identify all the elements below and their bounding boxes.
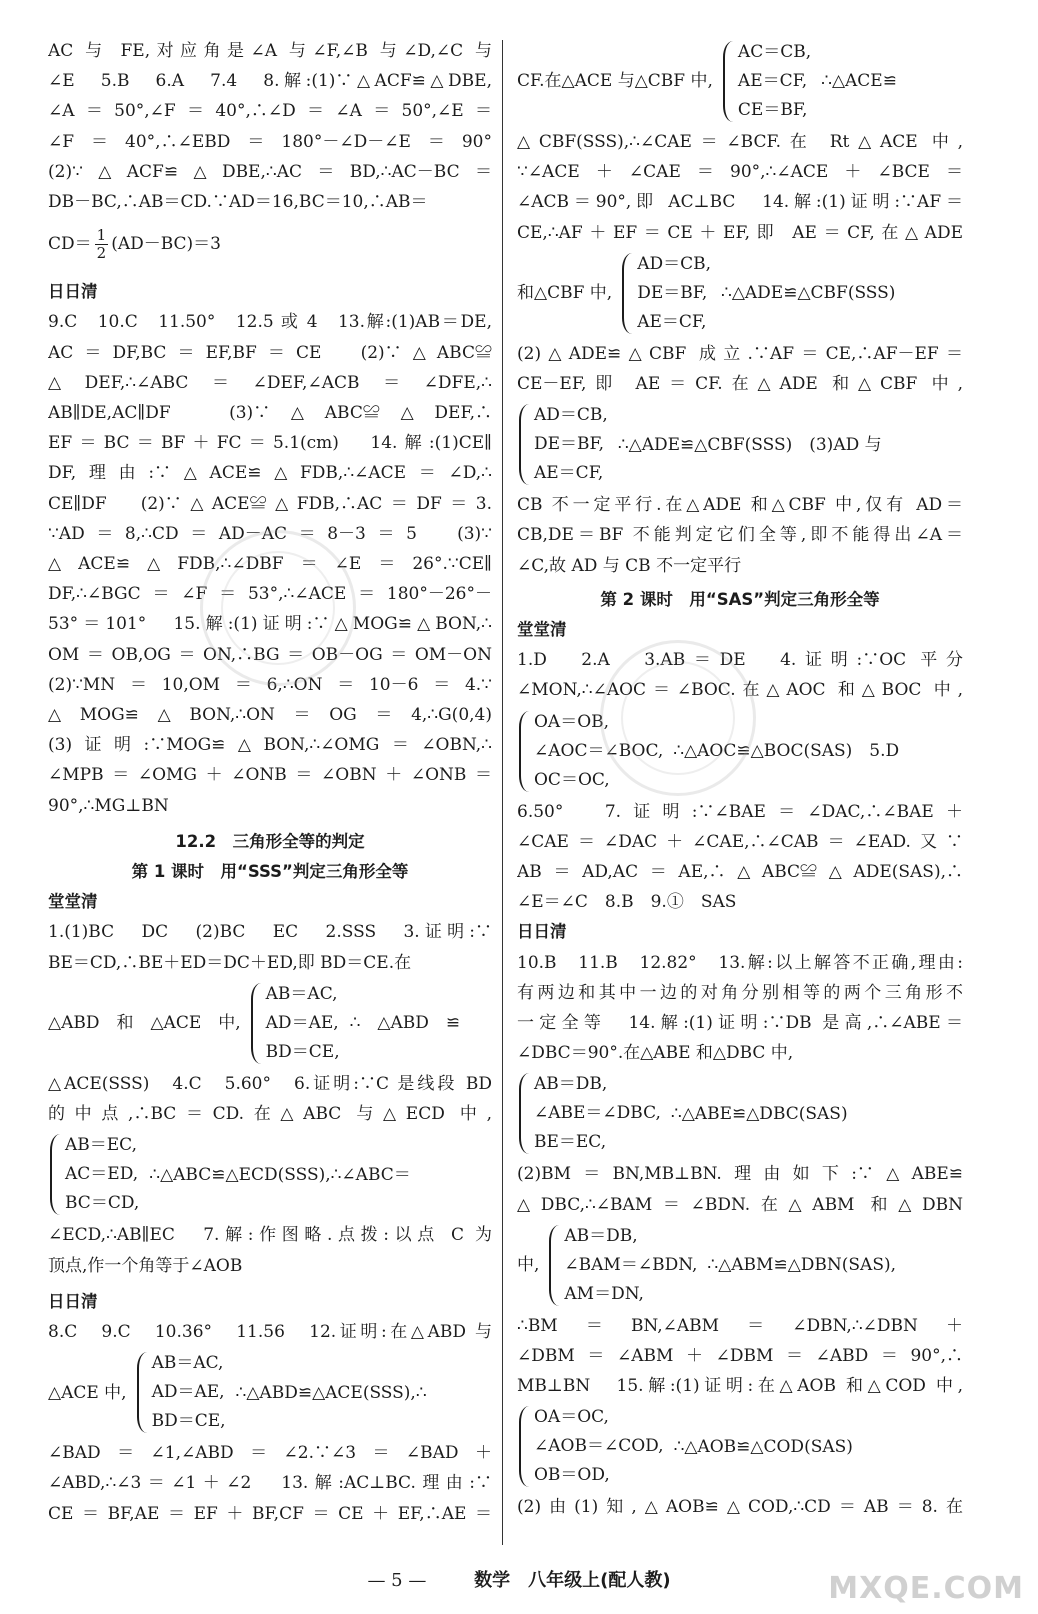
system-suffix: ∴△AOB≌△COD(SAS) <box>673 1436 853 1457</box>
text-line: (2)由(1)知,△AOB≌△COD,∴CD＝AB＝8.在 <box>517 1497 963 1518</box>
answers-block-r7 <box>517 1159 963 1219</box>
system-equation: DE＝BF, <box>534 434 605 455</box>
answers-block-1 <box>48 36 492 217</box>
system-equations <box>534 1403 664 1490</box>
system-prefix: 和△CBF 中, <box>517 283 613 304</box>
fraction-denominator: 2 <box>96 243 107 262</box>
text-line: AB＝AD,AC＝AE,∴△ABC≌△ADE(SAS),∴ <box>517 862 963 883</box>
system-equation: AB＝DB, <box>534 1074 608 1095</box>
system-equations <box>534 401 608 488</box>
text-line: ∠E 5.B 6.A 7.4 8.解:(1)∵△ACF≌△DBE, <box>48 71 492 92</box>
text-line: △CBF(SSS),∴∠CAE＝∠BCF.在 Rt△ACE 中, <box>517 132 963 152</box>
system-equations <box>152 1349 226 1436</box>
lesson1-title: 第 1 课时 用“SSS”判定三角形全等 <box>131 862 409 882</box>
system-equations <box>65 1131 139 1218</box>
watermark-seal-right <box>600 640 756 796</box>
system-suffix: ∴△ABD≌△ACE(SSS),∴ <box>235 1382 427 1403</box>
answers-block-7 <box>48 1438 492 1529</box>
system-equation: AM＝DN, <box>564 1283 644 1304</box>
system-prefix: △ABD 和 △ACE 中, <box>48 1013 241 1034</box>
text-line: ∴BM＝BN,∠ABM＝∠DBN,∴∠DBN＋ <box>517 1315 963 1336</box>
left-brace <box>251 983 262 1064</box>
system-equation: DE＝BF, <box>637 282 708 303</box>
system-prefix: CF.在△ACE 与△CBF 中, <box>517 71 713 92</box>
text-line: △DEF,∴∠ABC＝∠DEF,∠ACB＝∠DFE,∴ <box>48 372 492 393</box>
text-line: ∵∠ACE＋∠CAE＝90°,∴∠ACE＋∠BCE＝ <box>517 162 963 183</box>
text-line: AC＝DF,BC＝EF,BF＝CE (2)∵△ABC≌ <box>48 342 492 363</box>
text-line: ∠F＝40°,∴∠EBD＝180°－∠D－∠E＝90° <box>48 131 492 152</box>
system-equations <box>534 1070 661 1157</box>
text-line: 8.C 9.C 10.36° 11.56 12.证明:在△ABD 与 <box>48 1321 492 1342</box>
answers-block-r3 <box>517 490 963 581</box>
text-line: 9.C 10.C 11.50° 12.5 或 4 13.解:(1)AB＝DE, <box>48 312 492 333</box>
text-line: ∠MON,∴∠AOC＝∠BOC.在△AOC 和△BOC 中, <box>517 680 963 701</box>
equation-system-8 <box>517 1070 963 1157</box>
text-line: △MOG≌△BON,∴ON＝OG＝4,∴G(0,4) <box>48 705 492 726</box>
answers-block-r6 <box>517 948 963 1069</box>
text-line: ∠CAE＝∠DAC＋∠CAE,∴∠CAB＝∠EAD.又∵ <box>517 831 963 852</box>
system-prefix: △ACE 中, <box>48 1382 127 1403</box>
answers-block-5 <box>48 1220 492 1280</box>
text-line: (2)∵MN＝10,OM＝6,∴ON＝10－6＝4.∵ <box>48 674 492 695</box>
left-brace <box>519 711 530 792</box>
left-brace <box>622 253 633 334</box>
system-equation: BD＝CE, <box>151 1411 226 1432</box>
answers-block-3 <box>48 917 492 977</box>
answers-block-4 <box>48 1069 492 1129</box>
left-brace <box>137 1352 148 1433</box>
fraction-prefix: CD＝ <box>48 234 92 255</box>
heading-ririqing-1: 日日清 <box>48 282 98 302</box>
system-equation: AC＝ED, <box>65 1164 139 1185</box>
text-line: 53°＝101° 15.解:(1)证明:∵△MOG≌△BON,∴ <box>48 614 492 635</box>
system-prefix: 中, <box>517 1255 540 1276</box>
system-equation: ∠AOB＝∠COD, <box>534 1436 664 1457</box>
system-equation: OA＝OB, <box>534 711 610 732</box>
fraction-suffix: (AD－BC)＝3 <box>111 234 221 255</box>
system-suffix: ∴△ACE≌ <box>821 71 897 92</box>
left-brace <box>50 1134 61 1215</box>
text-line: 的中点,∴BC＝CD.在△ABC 与△ECD 中, <box>48 1104 492 1125</box>
text-line: AC 与 FE,对应角是∠A 与∠F,∠B 与∠D,∠C 与 <box>48 41 492 61</box>
text-line: ∠BAD＝∠1,∠ABD＝∠2.∵∠3＝∠BAD＋ <box>48 1443 492 1464</box>
equation-system-2 <box>48 1131 492 1218</box>
text-line: 1.D 2.A 3.AB＝DE 4.证明:∵OC 平分 <box>517 650 963 671</box>
system-equation: AD＝CB, <box>637 253 711 274</box>
system-equation: AC＝CB, <box>737 42 812 62</box>
system-equations <box>266 980 340 1067</box>
text-line: ∠ECD,∴AB∥EC 7.解:作图略.点拨:以点 C 为 <box>48 1225 492 1246</box>
system-suffix: ∴△ADE≌△CBF(SSS) <box>721 283 896 304</box>
text-line: ∠ABD,∴∠3＝∠1＋∠2 13.解:AC⊥BC.理由:∵ <box>48 1473 492 1494</box>
system-equation: AD＝AE, <box>151 1382 225 1403</box>
text-line: (3)证明:∵MOG≌△BON,∴∠OMG＝∠OBN,∴ <box>48 735 492 756</box>
text-line: (2)BM＝BN,MB⊥BN.理由如下:∵△ABE≌ <box>517 1164 963 1185</box>
equation-system-4 <box>517 38 963 125</box>
text-line: CB,DE＝BF 不能判定它们全等,即不能得出∠A＝ <box>517 525 963 546</box>
fraction-line <box>48 217 492 271</box>
text-line: CE＝BF,AE＝EF＋BF,CF＝CE＋EF,∴AE＝ <box>48 1503 492 1524</box>
system-suffix: ∴△AOC≌△BOC(SAS) 5.D <box>673 741 900 762</box>
text-line: OM＝OB,OG＝ON,∴BG＝OB－OG＝OM－ON <box>48 644 492 665</box>
text-line: ∠DBM＝∠ABM＋∠DBM＝∠ABD＝90°,∴ <box>517 1346 963 1367</box>
answers-block-r2 <box>517 339 963 399</box>
equation-system-5 <box>517 250 963 337</box>
heading-ririqing-3: 日日清 <box>517 922 567 942</box>
system-equations <box>738 38 811 125</box>
text-line: ∵AD＝8,∴CD＝AD－AC＝8－3＝5 (3)∵ <box>48 523 492 544</box>
system-equation: AE＝CF, <box>534 463 604 484</box>
text-line: △ACE(SSS) 4.C 5.60° 6.证明:∵C 是线段 BD <box>48 1073 492 1094</box>
heading-tangtangqing-2: 堂堂清 <box>517 620 567 640</box>
system-equation: AB＝EC, <box>65 1135 137 1156</box>
answers-block-r1 <box>517 127 963 248</box>
system-equation: ∠ABE＝∠DBC, <box>534 1103 661 1124</box>
equation-system-9 <box>517 1222 963 1309</box>
answers-block-r9 <box>517 1492 963 1522</box>
system-suffix: ∴△ABC≌△ECD(SSS),∴∠ABC＝ <box>149 1164 411 1185</box>
text-line: BE＝CD,∴BE＋ED＝DC＋ED,即 BD＝CE.在 <box>48 952 412 973</box>
answers-block-r5 <box>517 797 963 918</box>
text-line: ∠DBC＝90°.在△ABE 和△DBC 中, <box>517 1043 794 1064</box>
system-equation: AD＝AE, <box>265 1012 339 1033</box>
text-line: CE,∴AF＋EF＝CE＋EF,即 AE＝CF,在△ADE <box>517 222 963 243</box>
fraction-numerator: 1 <box>96 225 107 244</box>
lesson2-title: 第 2 课时 用“SAS”判定三角形全等 <box>600 589 880 609</box>
system-equation: AB＝AC, <box>265 983 338 1004</box>
system-suffix: ∴△ABE≌△DBC(SAS) <box>670 1103 848 1124</box>
text-line: 90°,∴MG⊥BN <box>48 795 169 816</box>
fraction-half <box>95 227 109 262</box>
text-line: CE∥DF (2)∵△ACE≌△FDB,∴AC＝DF＝3. <box>48 493 492 514</box>
section-title: 12.2 三角形全等的判定 <box>175 831 365 851</box>
system-equation: OB＝OD, <box>534 1465 610 1486</box>
system-equation: CE＝BF, <box>737 100 808 120</box>
answers-block-6 <box>48 1317 492 1347</box>
system-equation: ∠BAM＝∠BDN, <box>564 1254 698 1275</box>
system-equations <box>637 250 711 337</box>
left-brace <box>519 1406 530 1487</box>
text-line: ∠MPB＝∠OMG＋∠ONB＝∠OBN＋∠ONB＝ <box>48 765 492 786</box>
system-suffix: ∴△ABM≌△DBN(SAS), <box>707 1255 897 1276</box>
text-line: DF,理由:∵△ACE≌△FDB,∴∠ACE＝∠D,∴ <box>48 463 492 484</box>
right-column <box>517 36 963 1550</box>
left-brace <box>519 1073 530 1154</box>
text-line: 10.B 11.B 12.82° 13.解:以上解答不正确,理由: <box>517 952 963 973</box>
text-line: 有两边和其中一边的对角分别相等的两个三角形不 <box>517 982 963 1003</box>
equation-system-3 <box>48 1349 492 1436</box>
left-brace <box>549 1225 560 1306</box>
system-equations <box>564 1222 697 1309</box>
text-line: AB∥DE,AC∥DF (3)∵△ABC≌△DEF,∴ <box>48 403 492 424</box>
system-equation: BE＝EC, <box>534 1132 607 1153</box>
text-line: ∠E＝∠C 8.B 9.① SAS <box>517 892 737 913</box>
equation-system-6 <box>517 401 963 488</box>
system-equation: AB＝DB, <box>564 1225 638 1246</box>
text-line: 一定全等 14.解:(1)证明:∵DB 是高,∴∠ABE＝ <box>517 1013 963 1034</box>
text-line: (2)△ADE≌△CBF 成立.∵AF＝CE,∴AF－EF＝ <box>517 343 963 364</box>
system-equation: OA＝OC, <box>534 1407 609 1428</box>
system-suffix: ∴△ADE≌△CBF(SSS) (3)AD 与 <box>617 434 882 455</box>
text-line: EF＝BC＝BF＋FC＝5.1(cm) 14.解:(1)CE∥ <box>48 433 492 454</box>
system-equation: BC＝CD, <box>65 1193 140 1214</box>
site-watermark: MXQE.COM <box>828 1571 1024 1606</box>
answers-block-r8 <box>517 1311 963 1402</box>
system-equation: ∠AOC＝∠BOC, <box>534 740 664 761</box>
heading-ririqing-2: 日日清 <box>48 1291 98 1311</box>
text-line: CE－EF,即 AE＝CF.在△ADE 和△CBF 中, <box>517 374 963 395</box>
system-suffix: ∴ △ABD ≌ <box>349 1013 461 1034</box>
text-line: (2)∵△ACF≌△DBE,∴AC＝BD,∴AC－BC＝ <box>48 161 492 182</box>
system-equation: AE＝CF, <box>737 71 808 91</box>
system-equation: AE＝CF, <box>637 311 707 332</box>
equation-system-10 <box>517 1403 963 1490</box>
system-equation: AB＝AC, <box>151 1353 224 1374</box>
text-line: ∠C,故 AD 与 CB 不一定平行 <box>517 555 742 576</box>
text-line: △DBC,∴∠BAM＝∠BDN.在△ABM 和△DBN <box>517 1194 963 1215</box>
text-line: MB⊥BN 15.解:(1)证明:在△AOB 和△COD 中, <box>517 1376 963 1397</box>
system-equation: AD＝CB, <box>534 405 608 426</box>
heading-tangtangqing-1: 堂堂清 <box>48 892 98 912</box>
text-line: 1.(1)BC DC (2)BC EC 2.SSS 3.证明:∵ <box>48 922 492 943</box>
text-line: CB 不一定平行.在△ADE 和△CBF 中,仅有 AD＝ <box>517 495 963 516</box>
text-line: 6.50° 7.证明:∵∠BAE＝∠DAC,∴∠BAE＋ <box>517 801 963 822</box>
left-brace <box>723 41 734 122</box>
equation-system-1 <box>48 980 492 1067</box>
system-equation: OC＝OC, <box>534 769 610 790</box>
book-title: 数学 八年级上(配人教) <box>474 1570 671 1591</box>
text-line: 顶点,作一个角等于∠AOB <box>48 1255 243 1276</box>
text-line: DB－BC,∴AB＝CD.∵AD＝16,BC＝10,∴AB＝ <box>48 192 428 213</box>
left-brace <box>519 404 530 485</box>
watermark-seal-left <box>200 530 356 686</box>
text-line: △ACE≌△FDB,∴∠DBF＝∠E＝26°.∵CE∥ <box>48 554 492 575</box>
system-equation: BD＝CE, <box>265 1041 340 1062</box>
left-column <box>48 36 492 1550</box>
page-number: — 5 — <box>367 1570 427 1591</box>
column-divider <box>502 40 503 1545</box>
text-line: ∠A＝50°,∠F＝40°,∴∠D＝∠A＝50°,∠E＝ <box>48 101 492 122</box>
text-line: ∠ACB＝90°,即 AC⊥BC 14.解:(1)证明:∵AF＝ <box>517 192 963 213</box>
text-line: DF,∴∠BGC＝∠F＝53°,∴∠ACE＝180°－26°－ <box>48 584 492 605</box>
